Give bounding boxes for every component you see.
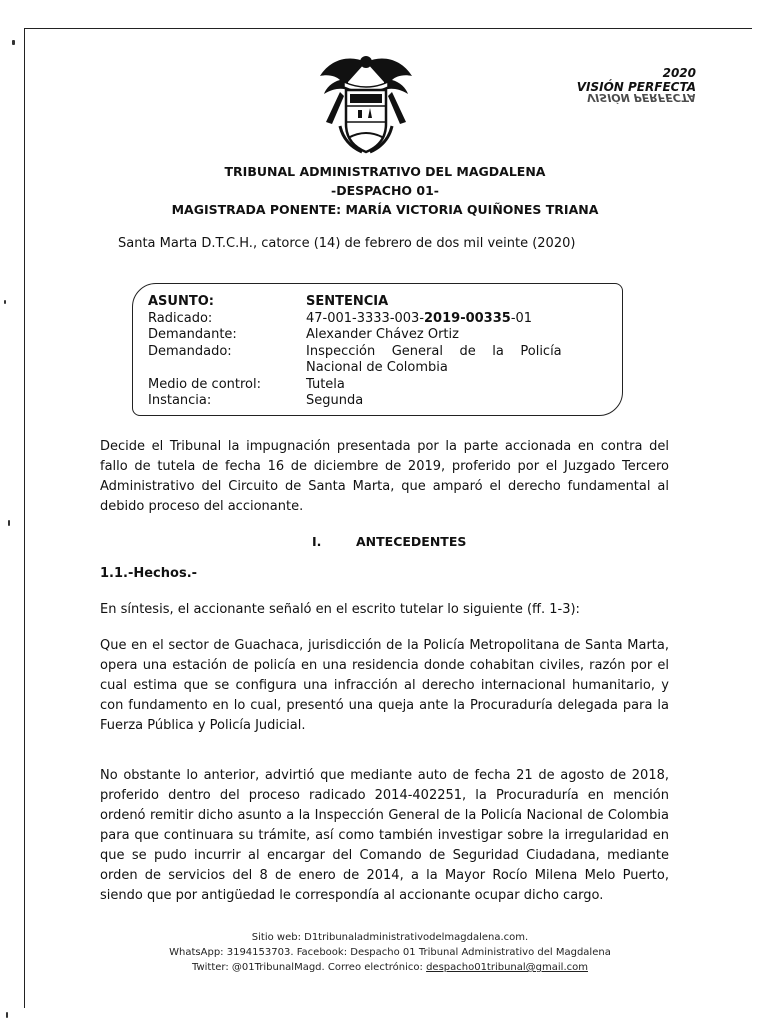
asunto-label: ASUNTO:: [148, 294, 214, 309]
footer-twitter: Twitter: @01TribunalMagd. Correo electrónico:: [192, 962, 427, 973]
radicado-label: Radicado:: [148, 311, 213, 326]
reporting-judge: MAGISTRADA PONENTE: MARÍA VICTORIA QUIÑONES TRIANA: [171, 202, 599, 217]
radicado-prefix: 47-001-3333-003-: [306, 311, 425, 326]
demandante-value: Alexander Chávez Ortiz: [306, 327, 459, 342]
footer-website: Sitio web: D1tribunaladministrativodelmagdalena.com.: [251, 932, 529, 943]
demandado-value-line1: Inspección General de la Policía: [306, 344, 562, 359]
paragraph-facts-2: No obstante lo anterior, advirtió que mediante auto de fecha 21 de agosto de 2018, proferido dentro del proceso radicado 2014-402251, la Procuraduría en mención ordenó remitir dicho asunto a la Inspección General de la Policía Nacional de Colombia para que continuara su trámite, así como también investigar sobre la irregularidad en que se pudo incurrir al encargar del Comando de Seguridad Ciudadana, mediante orden de servicios del 8 de enero de 2014, a la Mayor Rocío Milena Melo Puerto, siendo que por antigüedad le correspondía al accionante ocupar dicho cargo.: [100, 768, 669, 903]
footer-contact: [120, 960, 660, 975]
paragraph-synthesis: En síntesis, el accionante señaló en el escrito tutelar lo siguiente (ff. 1-3):: [100, 602, 580, 617]
section-heading: [312, 534, 466, 549]
demandado-value-line2: Nacional de Colombia: [306, 360, 448, 375]
radicado-suffix: -01: [510, 311, 533, 326]
section-number: I.: [312, 534, 322, 549]
radicado-value: [306, 310, 532, 327]
coat-of-arms-icon: [318, 52, 414, 156]
subsection-heading: 1.1.-Hechos.-: [100, 566, 198, 581]
court-office: -DESPACHO 01-: [331, 183, 439, 198]
section-title: ANTECEDENTES: [356, 534, 467, 549]
scan-speck: [12, 40, 15, 45]
radicado-number: 2019-00335: [424, 311, 511, 326]
page-footer: [120, 930, 660, 975]
instancia-label: Instancia:: [148, 393, 212, 408]
dateline: Santa Marta D.T.C.H., catorce (14) de febrero de dos mil veinte (2020): [118, 236, 576, 251]
demandante-label: Demandante:: [148, 327, 237, 342]
motto-year: 2020: [662, 66, 696, 80]
demandado-label: Demandado:: [148, 344, 232, 359]
asunto-value: SENTENCIA: [306, 294, 389, 309]
footer-social: WhatsApp: 3194153703. Facebook: Despacho 01 Tribunal Administrativo del Magdalena: [169, 947, 611, 958]
footer-email-link[interactable]: despacho01tribunal@gmail.com: [426, 962, 588, 973]
medio-value: Tutela: [306, 377, 345, 392]
intro-paragraph: Decide el Tribunal la impugnación presentada por la parte accionada en contra del fallo de tutela de fecha 16 de diciembre de 2019, proferido por el Juzgado Tercero Administrativo del Circuito de Santa Marta, que amparó el derecho fundamental al debido proceso del accionante.: [100, 439, 669, 514]
motto-text: VISIÓN PERFECTA: [576, 80, 696, 94]
paragraph-facts-1: Que en el sector de Guachaca, jurisdicción de la Policía Metropolitana de Santa Marta, opera una estación de policía en una residencia donde cohabitan civiles, razón por el cual estima que se configura una infracción al derecho internacional humanitario, y con fundamento en lo cual, presentó una queja ante la Procuraduría delegada para la Fuerza Pública y Policía Judicial.: [100, 638, 669, 733]
instancia-value: Segunda: [306, 393, 364, 408]
vision-perfecta-badge: [566, 66, 696, 102]
scan-speck: [4, 300, 6, 304]
court-name: TRIBUNAL ADMINISTRATIVO DEL MAGDALENA: [224, 164, 546, 179]
medio-label: Medio de control:: [148, 377, 261, 392]
scan-speck: [6, 1012, 8, 1018]
motto-reflection: VISIÓN PERFECTA: [586, 91, 696, 104]
scan-speck: [8, 520, 10, 526]
